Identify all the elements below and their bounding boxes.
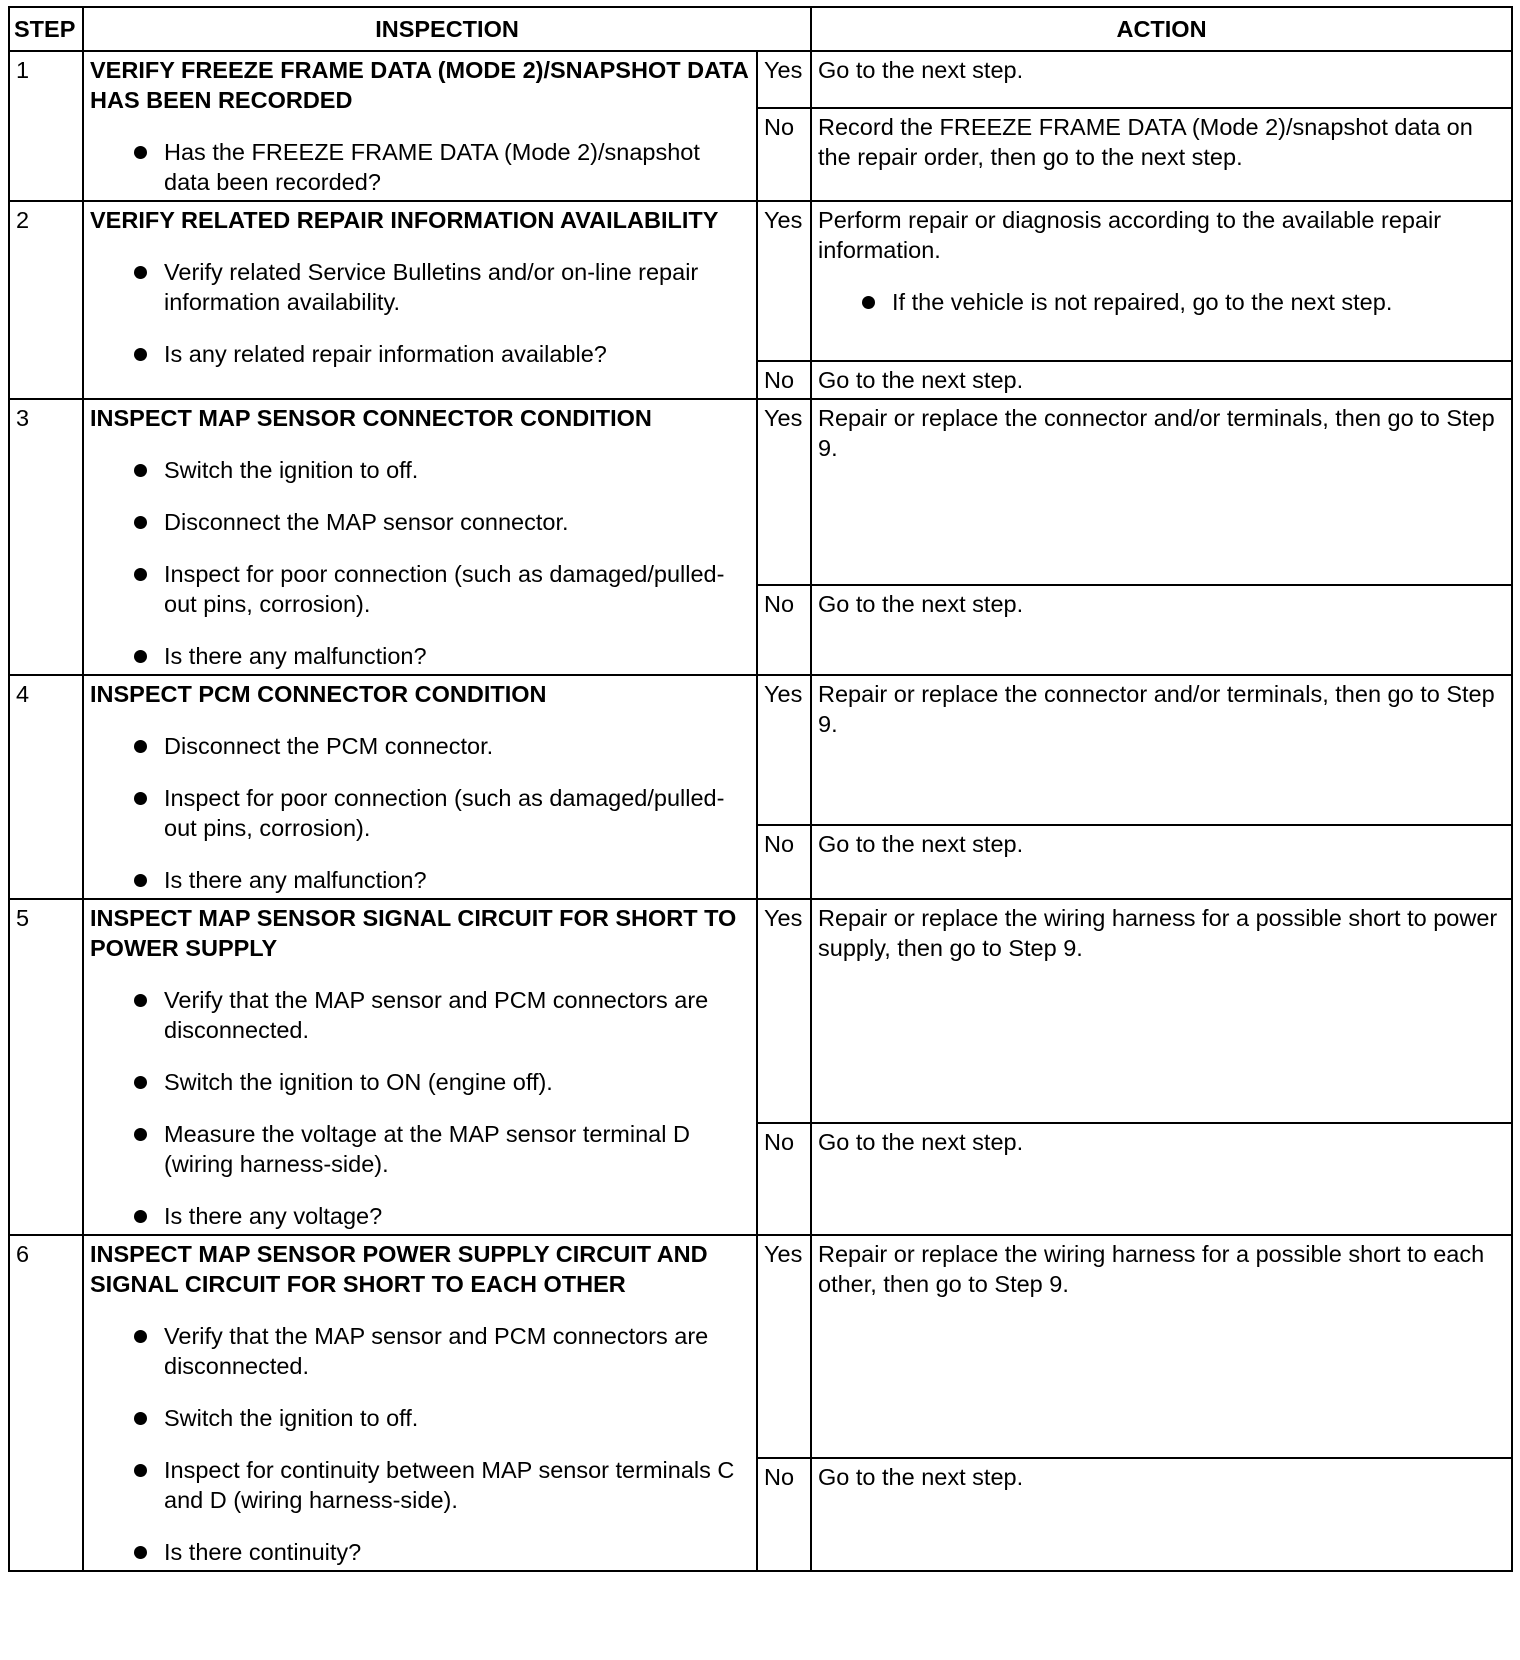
yes-label: Yes [757,675,811,825]
inspection-bullet: Inspect for poor connection (such as damaged/pulled-out pins, corrosion). [90,783,750,843]
no-action: Go to the next step. [811,361,1512,399]
inspection-bullet: Is there any malfunction? [90,865,750,895]
diagnostic-table [8,6,1513,1572]
step-title: INSPECT MAP SENSOR SIGNAL CIRCUIT FOR SHORT TO POWER SUPPLY [90,905,737,961]
step-number: 2 [9,201,83,399]
step-1-yes-row [9,51,1512,108]
yes-action: Repair or replace the wiring harness for a possible short to each other, then go to Step 9. [811,1235,1512,1458]
step-inspection [83,675,757,899]
yes-label: Yes [757,899,811,1123]
no-label: No [757,1123,811,1235]
header-row [9,7,1512,51]
inspection-bullet: Switch the ignition to off. [90,455,750,485]
yes-action: Repair or replace the connector and/or terminals, then go to Step 9. [811,399,1512,585]
inspection-bullet: Inspect for poor connection (such as damaged/pulled-out pins, corrosion). [90,559,750,619]
no-action: Go to the next step. [811,1458,1512,1571]
no-action: Go to the next step. [811,825,1512,899]
no-label: No [757,585,811,675]
step-number: 6 [9,1235,83,1571]
action-bullet: If the vehicle is not repaired, go to the next step. [818,287,1505,317]
header-inspection: INSPECTION [83,7,811,51]
header-action: ACTION [811,7,1512,51]
step-title: INSPECT MAP SENSOR POWER SUPPLY CIRCUIT AND SIGNAL CIRCUIT FOR SHORT TO EACH OTHER [90,1241,708,1297]
inspection-bullet: Has the FREEZE FRAME DATA (Mode 2)/snapshot data been recorded? [90,137,750,197]
step-inspection [83,899,757,1235]
inspection-bullet: Disconnect the PCM connector. [90,731,750,761]
no-label: No [757,108,811,201]
no-label: No [757,361,811,399]
yes-label: Yes [757,399,811,585]
inspection-bullet: Is there any voltage? [90,1201,750,1231]
step-number: 4 [9,675,83,899]
inspection-bullet: Disconnect the MAP sensor connector. [90,507,750,537]
step-2-yes-row [9,201,1512,361]
step-title: VERIFY FREEZE FRAME DATA (MODE 2)/SNAPSHOT DATA HAS BEEN RECORDED [90,57,749,113]
yes-action: Go to the next step. [811,51,1512,108]
inspection-bullet: Verify that the MAP sensor and PCM connectors are disconnected. [90,985,750,1045]
step-4-yes-row [9,675,1512,825]
inspection-bullet: Switch the ignition to off. [90,1403,750,1433]
yes-action: Repair or replace the wiring harness for a possible short to power supply, then go to Step 9. [811,899,1512,1123]
inspection-bullet: Is there any malfunction? [90,641,750,671]
step-number: 3 [9,399,83,675]
inspection-bullet: Is any related repair information available? [90,339,750,369]
step-title: INSPECT MAP SENSOR CONNECTOR CONDITION [90,405,652,431]
yes-label: Yes [757,1235,811,1458]
yes-action: Perform repair or diagnosis according to the available repair information. [818,207,1442,263]
yes-label: Yes [757,51,811,108]
step-inspection [83,201,757,399]
step-3-yes-row [9,399,1512,585]
step-6-yes-row [9,1235,1512,1458]
no-label: No [757,825,811,899]
inspection-bullet: Inspect for continuity between MAP sensor terminals C and D (wiring harness-side). [90,1455,750,1515]
yes-action: Repair or replace the connector and/or terminals, then go to Step 9. [811,675,1512,825]
no-action: Record the FREEZE FRAME DATA (Mode 2)/snapshot data on the repair order, then go to the next step. [811,108,1512,201]
inspection-bullet: Verify that the MAP sensor and PCM connectors are disconnected. [90,1321,750,1381]
step-inspection [83,1235,757,1571]
inspection-bullet: Is there continuity? [90,1537,750,1567]
step-title: INSPECT PCM CONNECTOR CONDITION [90,681,547,707]
step-title: VERIFY RELATED REPAIR INFORMATION AVAILABILITY [90,207,719,233]
no-label: No [757,1458,811,1571]
step-inspection [83,399,757,675]
step-number: 5 [9,899,83,1235]
yes-action-cell [811,201,1512,361]
step-5-yes-row [9,899,1512,1123]
step-inspection [83,51,757,201]
inspection-bullet: Measure the voltage at the MAP sensor terminal D (wiring harness-side). [90,1119,750,1179]
inspection-bullet: Verify related Service Bulletins and/or on-line repair information availability. [90,257,750,317]
step-number: 1 [9,51,83,201]
header-step: STEP [9,7,83,51]
yes-label: Yes [757,201,811,361]
no-action: Go to the next step. [811,1123,1512,1235]
no-action: Go to the next step. [811,585,1512,675]
inspection-bullet: Switch the ignition to ON (engine off). [90,1067,750,1097]
